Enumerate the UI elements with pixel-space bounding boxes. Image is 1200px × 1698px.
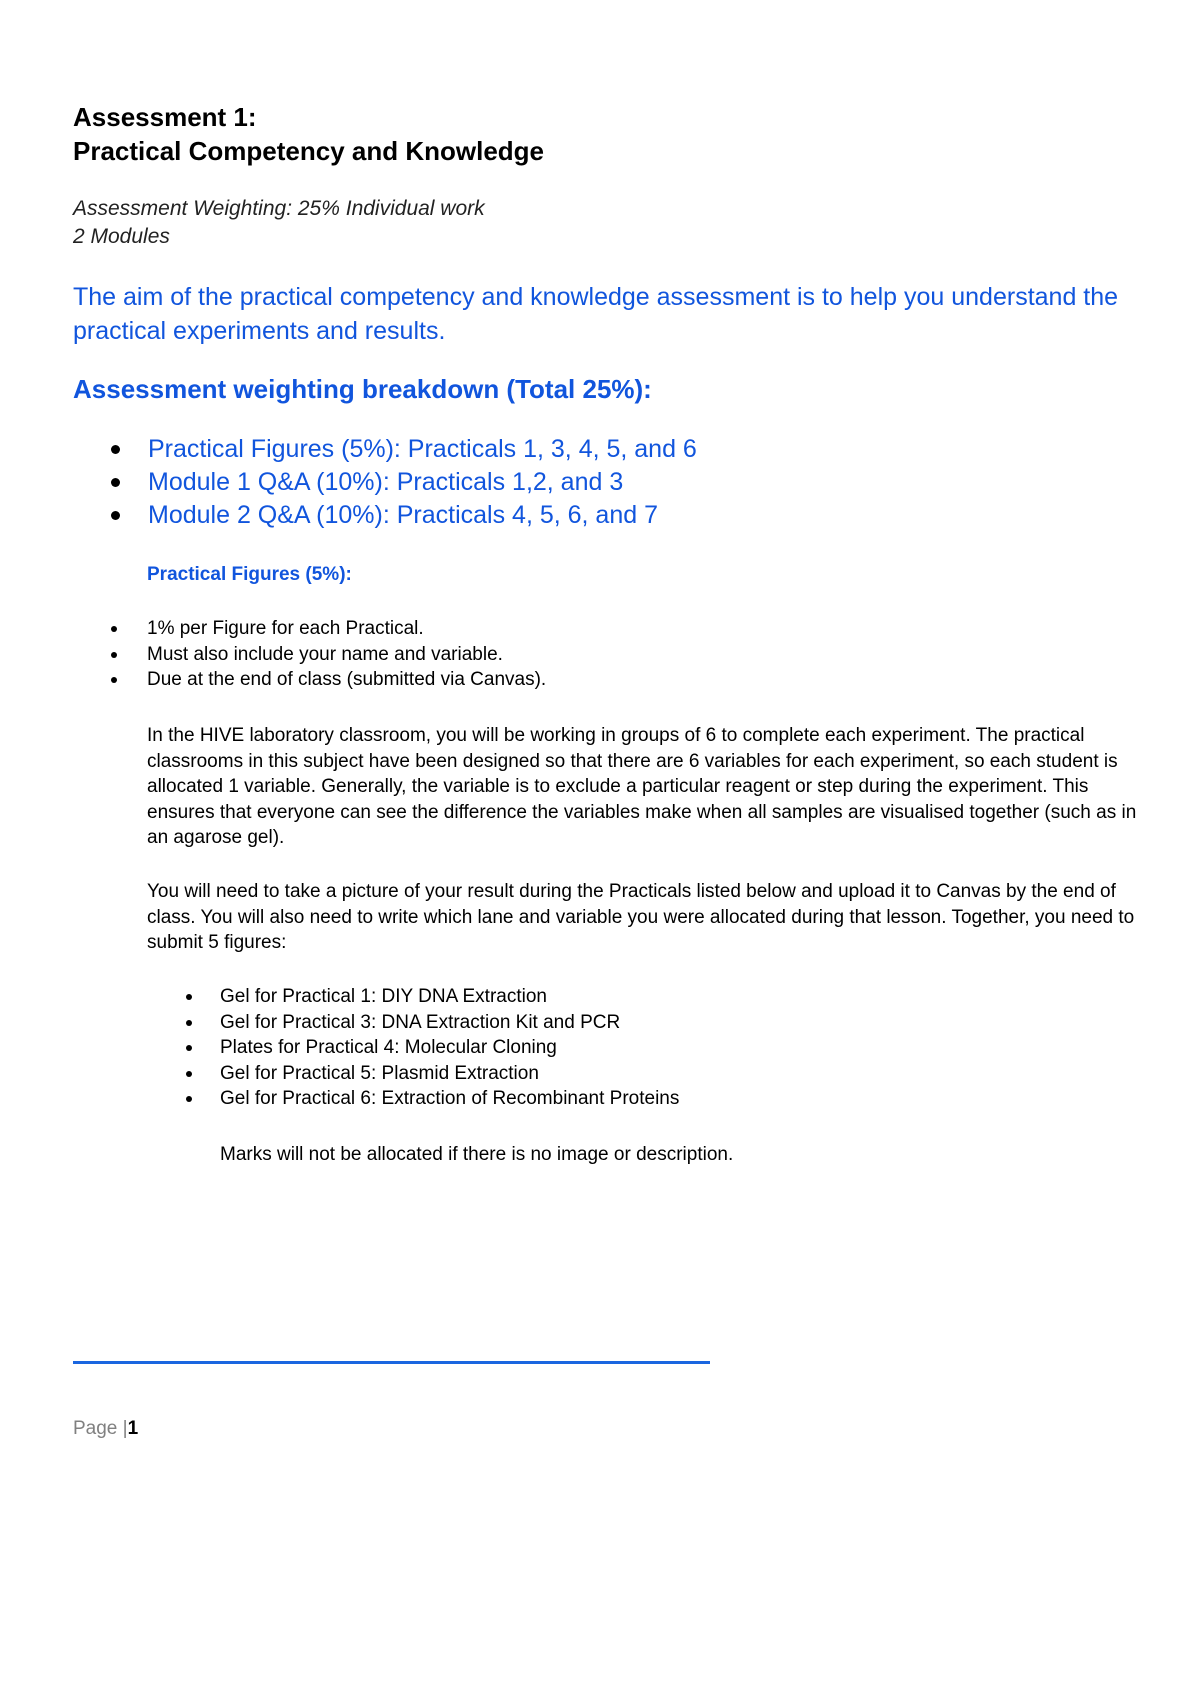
- submission-paragraph: You will need to take a picture of your result during the Practicals listed below and upload it to Canvas by the end of class. You will also need to write which lane and variable you were allocated during that lesson. Together, you need to submit 5 figures:: [147, 881, 1135, 953]
- breakdown-heading: Assessment weighting breakdown (Total 25%):: [73, 374, 652, 404]
- list-item: [147, 1035, 679, 1061]
- bullet-icon: [186, 1071, 192, 1077]
- list-item-text: Module 1 Q&A (10%): Practicals 1,2, and 3: [148, 468, 624, 496]
- list-item-text: Due at the end of class (submitted via Canvas).: [147, 669, 547, 690]
- list-item: [73, 499, 697, 532]
- list-item-text: Module 2 Q&A (10%): Practicals 4, 5, 6, and 7: [148, 501, 658, 529]
- list-item: [147, 1010, 679, 1036]
- footer-divider: [73, 1361, 710, 1364]
- weighting-line: Assessment Weighting: 25% Individual work: [73, 197, 485, 220]
- list-item: [147, 984, 679, 1010]
- bullet-icon: [111, 511, 120, 520]
- figures-list: [73, 616, 546, 693]
- breakdown-list: [73, 433, 697, 532]
- figure-requirements-list: [147, 984, 679, 1112]
- bullet-icon: [111, 677, 117, 683]
- list-item: [147, 1061, 679, 1087]
- list-item: [147, 1086, 679, 1112]
- list-item-text: Practical Figures (5%): Practicals 1, 3, 4, 5, and 6: [148, 435, 697, 463]
- page-footer: [73, 1416, 138, 1442]
- hive-paragraph: In the HIVE laboratory classroom, you will be working in groups of 6 to complete each experiment. The practical classrooms in this subject have been designed so that there are 6 variables for each experiment, so each student is allocated 1 variable. Generally, the variable is to exclude a particular reagent or step during the experiment. This ensures that everyone can see the difference the variables make when all samples are visualised together (such as in an agarose gel).: [147, 725, 1137, 848]
- list-item: [73, 642, 546, 668]
- list-item: [73, 667, 546, 693]
- bullet-icon: [111, 445, 120, 454]
- bullet-icon: [186, 1096, 192, 1102]
- bullet-icon: [111, 478, 120, 487]
- list-item: [73, 616, 546, 642]
- modules-line: 2 Modules: [73, 225, 170, 248]
- title-line-2: Practical Competency and Knowledge: [73, 136, 545, 166]
- list-item-text: Plates for Practical 4: Molecular Cloning: [220, 1037, 557, 1058]
- bullet-icon: [186, 1045, 192, 1051]
- page-label: Page |: [73, 1418, 128, 1439]
- list-item-text: Must also include your name and variable.: [147, 643, 503, 665]
- bullet-icon: [111, 626, 117, 632]
- bullet-icon: [111, 652, 117, 658]
- aim-statement: The aim of the practical competency and knowledge assessment is to help you understand the practical experiments and results.: [73, 283, 1119, 345]
- bullet-icon: [186, 1020, 192, 1026]
- figures-heading: Practical Figures (5%):: [147, 564, 352, 585]
- marks-note: Marks will not be allocated if there is no image or description.: [220, 1144, 734, 1165]
- list-item-text: Gel for Practical 6: Extraction of Recombinant Proteins: [220, 1088, 680, 1109]
- bullet-icon: [186, 994, 192, 1000]
- list-item-text: Gel for Practical 5: Plasmid Extraction: [220, 1062, 539, 1084]
- title-line-1: Assessment 1:: [73, 102, 257, 132]
- list-item-text: 1% per Figure for each Practical.: [147, 618, 424, 639]
- list-item: [73, 433, 697, 466]
- page-number: 1: [127, 1418, 139, 1439]
- page-title: [73, 100, 544, 168]
- list-item-text: Gel for Practical 1: DIY DNA Extraction: [220, 986, 547, 1007]
- list-item: [73, 466, 697, 499]
- assessment-meta: [73, 195, 485, 251]
- list-item-text: Gel for Practical 3: DNA Extraction Kit and PCR: [220, 1011, 621, 1033]
